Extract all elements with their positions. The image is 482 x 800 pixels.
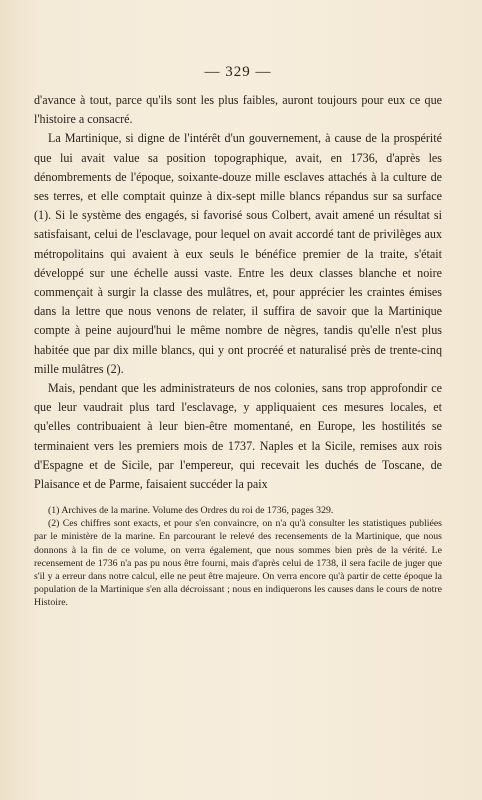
paragraph-martinique: La Martinique, si digne de l'intérêt d'un gouvernement, à cause de la prospérité que lui avait value sa position topographique, avait, en 1736, d'après les dénombrements de l'époque, soixante-douze mille esclaves attachés à la culture de ses terres, et elle comptait quinze à dix-sept mille blancs répandus sur sa surface (1). Si le système des engagés, si favorisé sous Colbert, avait amené un résultat si satisfaisant, celui de l'esclavage, pour lequel on avait accordé tant de privilèges aux métropolitains qui avaient à eux seuls le bénéfice premier de la traite, s'était développé sur une échelle aussi vaste. Entre les deux classes blanche et noire commençait à surgir la classe des mulâtres, et, pour apprécier les craintes émises dans la lettre que nous venons de relater, il suffira de savoir que la Martinique compte à peine aujourd'hui le même nombre de nègres, tandis qu'elle n'est plus habitée que par dix mille blancs, qui y ont procréé et naturalisé près de trente-cinq mille mulâtres (2). — [34, 131, 442, 376]
body-text — [34, 91, 442, 494]
footnotes — [34, 504, 442, 609]
paragraph-continuation: d'avance à tout, parce qu'ils sont les plus faibles, auront toujours pour eux ce que l'histoire a consacré. — [34, 93, 442, 127]
page-number: — 329 — — [204, 64, 272, 80]
footnote-1: (1) Archives de la marine. Volume des Ordres du roi de 1736, pages 329. — [48, 505, 334, 517]
paragraph-administrateurs: Mais, pendant que les administrateurs de nos colonies, sans trop approfondir ce que leur vaudrait plus tard l'esclavage, y appliquaient ces mesures locales, et qu'elles contribuaient à leur bien-être momentané, en Europe, les hostilités se terminaient vers les premiers mois de 1737. Naples et la Sicile, remises aux rois d'Espagne et de Sicile, par l'empereur, qui recevait les duchés de Toscane, de Plaisance et de Parme, faisaient succéder la paix — [34, 381, 442, 492]
footnote-2: (2) Ces chiffres sont exacts, et pour s'en convaincre, on n'a qu'à consulter les statistiques publiées par le ministère de la marine. En parcourant le relevé des recensements de la Martinique, que nous donnons à la fin de ce volume, on verra également, que nous sommes bien près de la vérité. Le recensement de 1736 n'a pas pu nous être fourni, mais d'après celui de 1738, il sera facile de juger que s'il y a erreur dans notre calcul, elle ne peut être majeure. On verra encore qu'à partir de cette époque la population de la Martinique s'en alla décroissant ; nous en indiquerons les causes dans le cours de notre Histoire. — [34, 518, 442, 608]
